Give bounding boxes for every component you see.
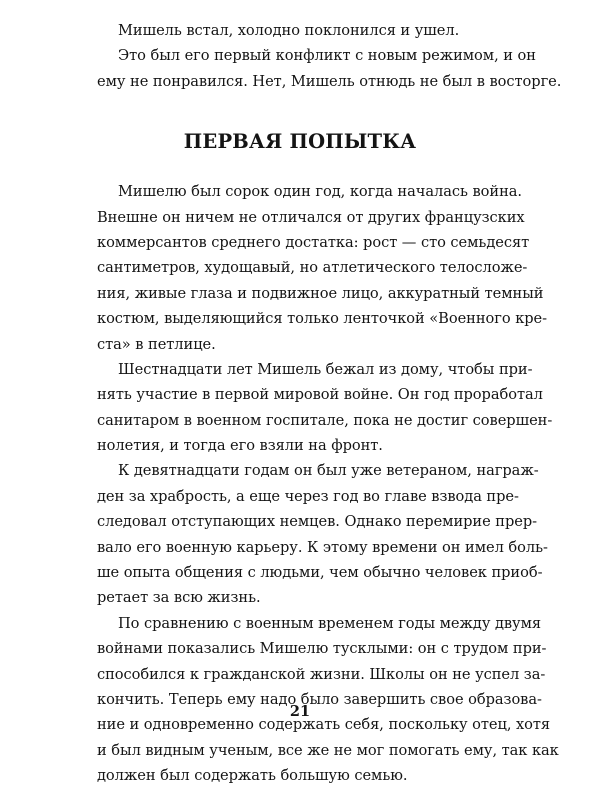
text-line: К девятнадцати годам он был уже ветераном, награж- [118,462,539,480]
text-line: сантиметров, худощавый, но атлетического телосложе- [97,259,528,277]
text-line: нолетия, и тогда его взяли на фронт. [97,437,383,455]
text-line: и был видным ученым, все же не мог помогать ему, так как [97,741,559,759]
text-line: ретает за всю жизнь. [97,589,261,607]
text-line: должен был содержать большую семью. [97,767,408,785]
text-line: По сравнению с военным временем годы между двумя [118,614,542,632]
text-line: кончить. Теперь ему надо было завершить свое образова- [97,690,542,708]
chapter-heading-block [97,94,503,179]
paragraph [97,179,548,357]
paragraph [97,611,559,789]
text-line: Это был его первый конфликт с новым режимом, и он [118,47,536,65]
text-line: Шестнадцати лет Мишель бежал из дому, чтобы при- [118,360,533,378]
text-line: ден за храбрость, а еще через год во главе взвода пре- [97,487,519,505]
text-line: Мишелю был сорок один год, когда началась война. [118,183,522,201]
text-line: костюм, выделяющийся только ленточкой «Военного кре- [97,310,548,328]
text-line: ему не понравился. Нет, Мишель отнюдь не был в восторге. [97,72,562,90]
book-page [97,18,562,789]
text-line: ше опыта общения с людьми, чем обычно человек приоб- [97,564,543,582]
paragraph [97,357,553,459]
text-line: вало его военную карьеру. К этому времени он имел боль- [97,538,548,556]
text-line: коммерсантов среднего достатка: рост — сто семьдесят [97,233,530,251]
text-line: нять участие в первой мировой войне. Он год проработал [97,386,543,404]
text-line: ние и одновременно содержать себя, поскольку отец, хотя [97,716,551,734]
text-line: ста» в петлице. [97,335,216,353]
chapter-heading: ПЕРВАЯ ПОПЫТКА [183,130,417,154]
text-line: войнами показались Мишелю тусклыми: он с трудом при- [97,640,547,658]
top-paragraphs [97,18,562,94]
text-line: Мишель встал, холодно поклонился и ушел. [118,22,460,39]
text-line: способился к гражданской жизни. Школы он не успел за- [97,665,546,683]
text-line: Внешне он ничем не отличался от других французских [97,208,525,226]
page-number: 21 [289,703,311,720]
paragraph [97,458,548,610]
text-line: следовал отступающих немцев. Однако перемирие прер- [97,513,538,531]
text-line: санитаром в военном госпитале, пока не достиг совершен- [97,411,553,429]
text-line: ния, живые глаза и подвижное лицо, аккуратный темный [97,284,544,302]
